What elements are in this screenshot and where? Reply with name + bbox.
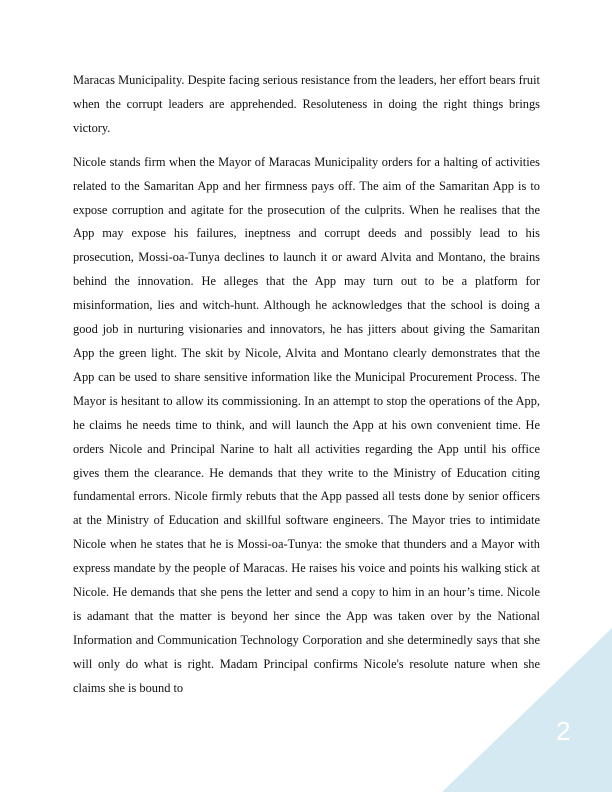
paragraph-2: Nicole stands firm when the Mayor of Maracas Municipality orders for a halting of activities related to the Samaritan App and her firmness pays off. The aim of the Samaritan App is to expose corruption and agitate for the prosecution of the culprits. When he realises that the App may expose his failures, ineptness and corrupt deeds and possibly lead to his prosecution, Mossi-oa-Tunya declines to launch it or award Alvita and Montano, the brains behind the innovation. He alleges that the App may turn out to be a platform for misinformation, lies and witch-hunt. Although he acknowledges that the school is doing a good job in nurturing visionaries and innovators, he has jitters about giving the Samaritan App the green light. The skit by Nicole, Alvita and Montano clearly demonstrates that the App can be used to share sensitive information like the Municipal Procurement Process. The Mayor is hesitant to allow its commissioning. In an attempt to stop the operations of the App, he claims he needs time to think, and will launch the App at his own convenient time. He orders Nicole and Principal Narine to halt all activities regarding the App until his office gives them the clearance. He demands that they write to the Ministry of Education citing fundamental errors. Nicole firmly rebuts that the App passed all tests done by senior officers at the Ministry of Education and skillful software engineers. The Mayor tries to intimidate Nicole when he states that he is Mossi-oa-Tunya: the smoke that thunders and a Mayor with express mandate by the people of Maracas. He raises his voice and points his walking stick at Nicole. He demands that she pens the letter and send a copy to him in an hour’s time. Nicole is adamant that the matter is beyond her since the App was taken over by the National Information and Communication Technology Corporation and she determinedly says that she will only do what is right. Madam Principal confirms Nicole's resolute nature when she claims she is bound to <box>73 154 540 695</box>
paragraph-1: Maracas Municipality. Despite facing serious resistance from the leaders, her effort bears fruit when the corrupt leaders are apprehended. Resoluteness in doing the right things brings victory. <box>73 73 540 135</box>
body-text <box>73 69 540 701</box>
page-number: 2 <box>556 716 571 746</box>
